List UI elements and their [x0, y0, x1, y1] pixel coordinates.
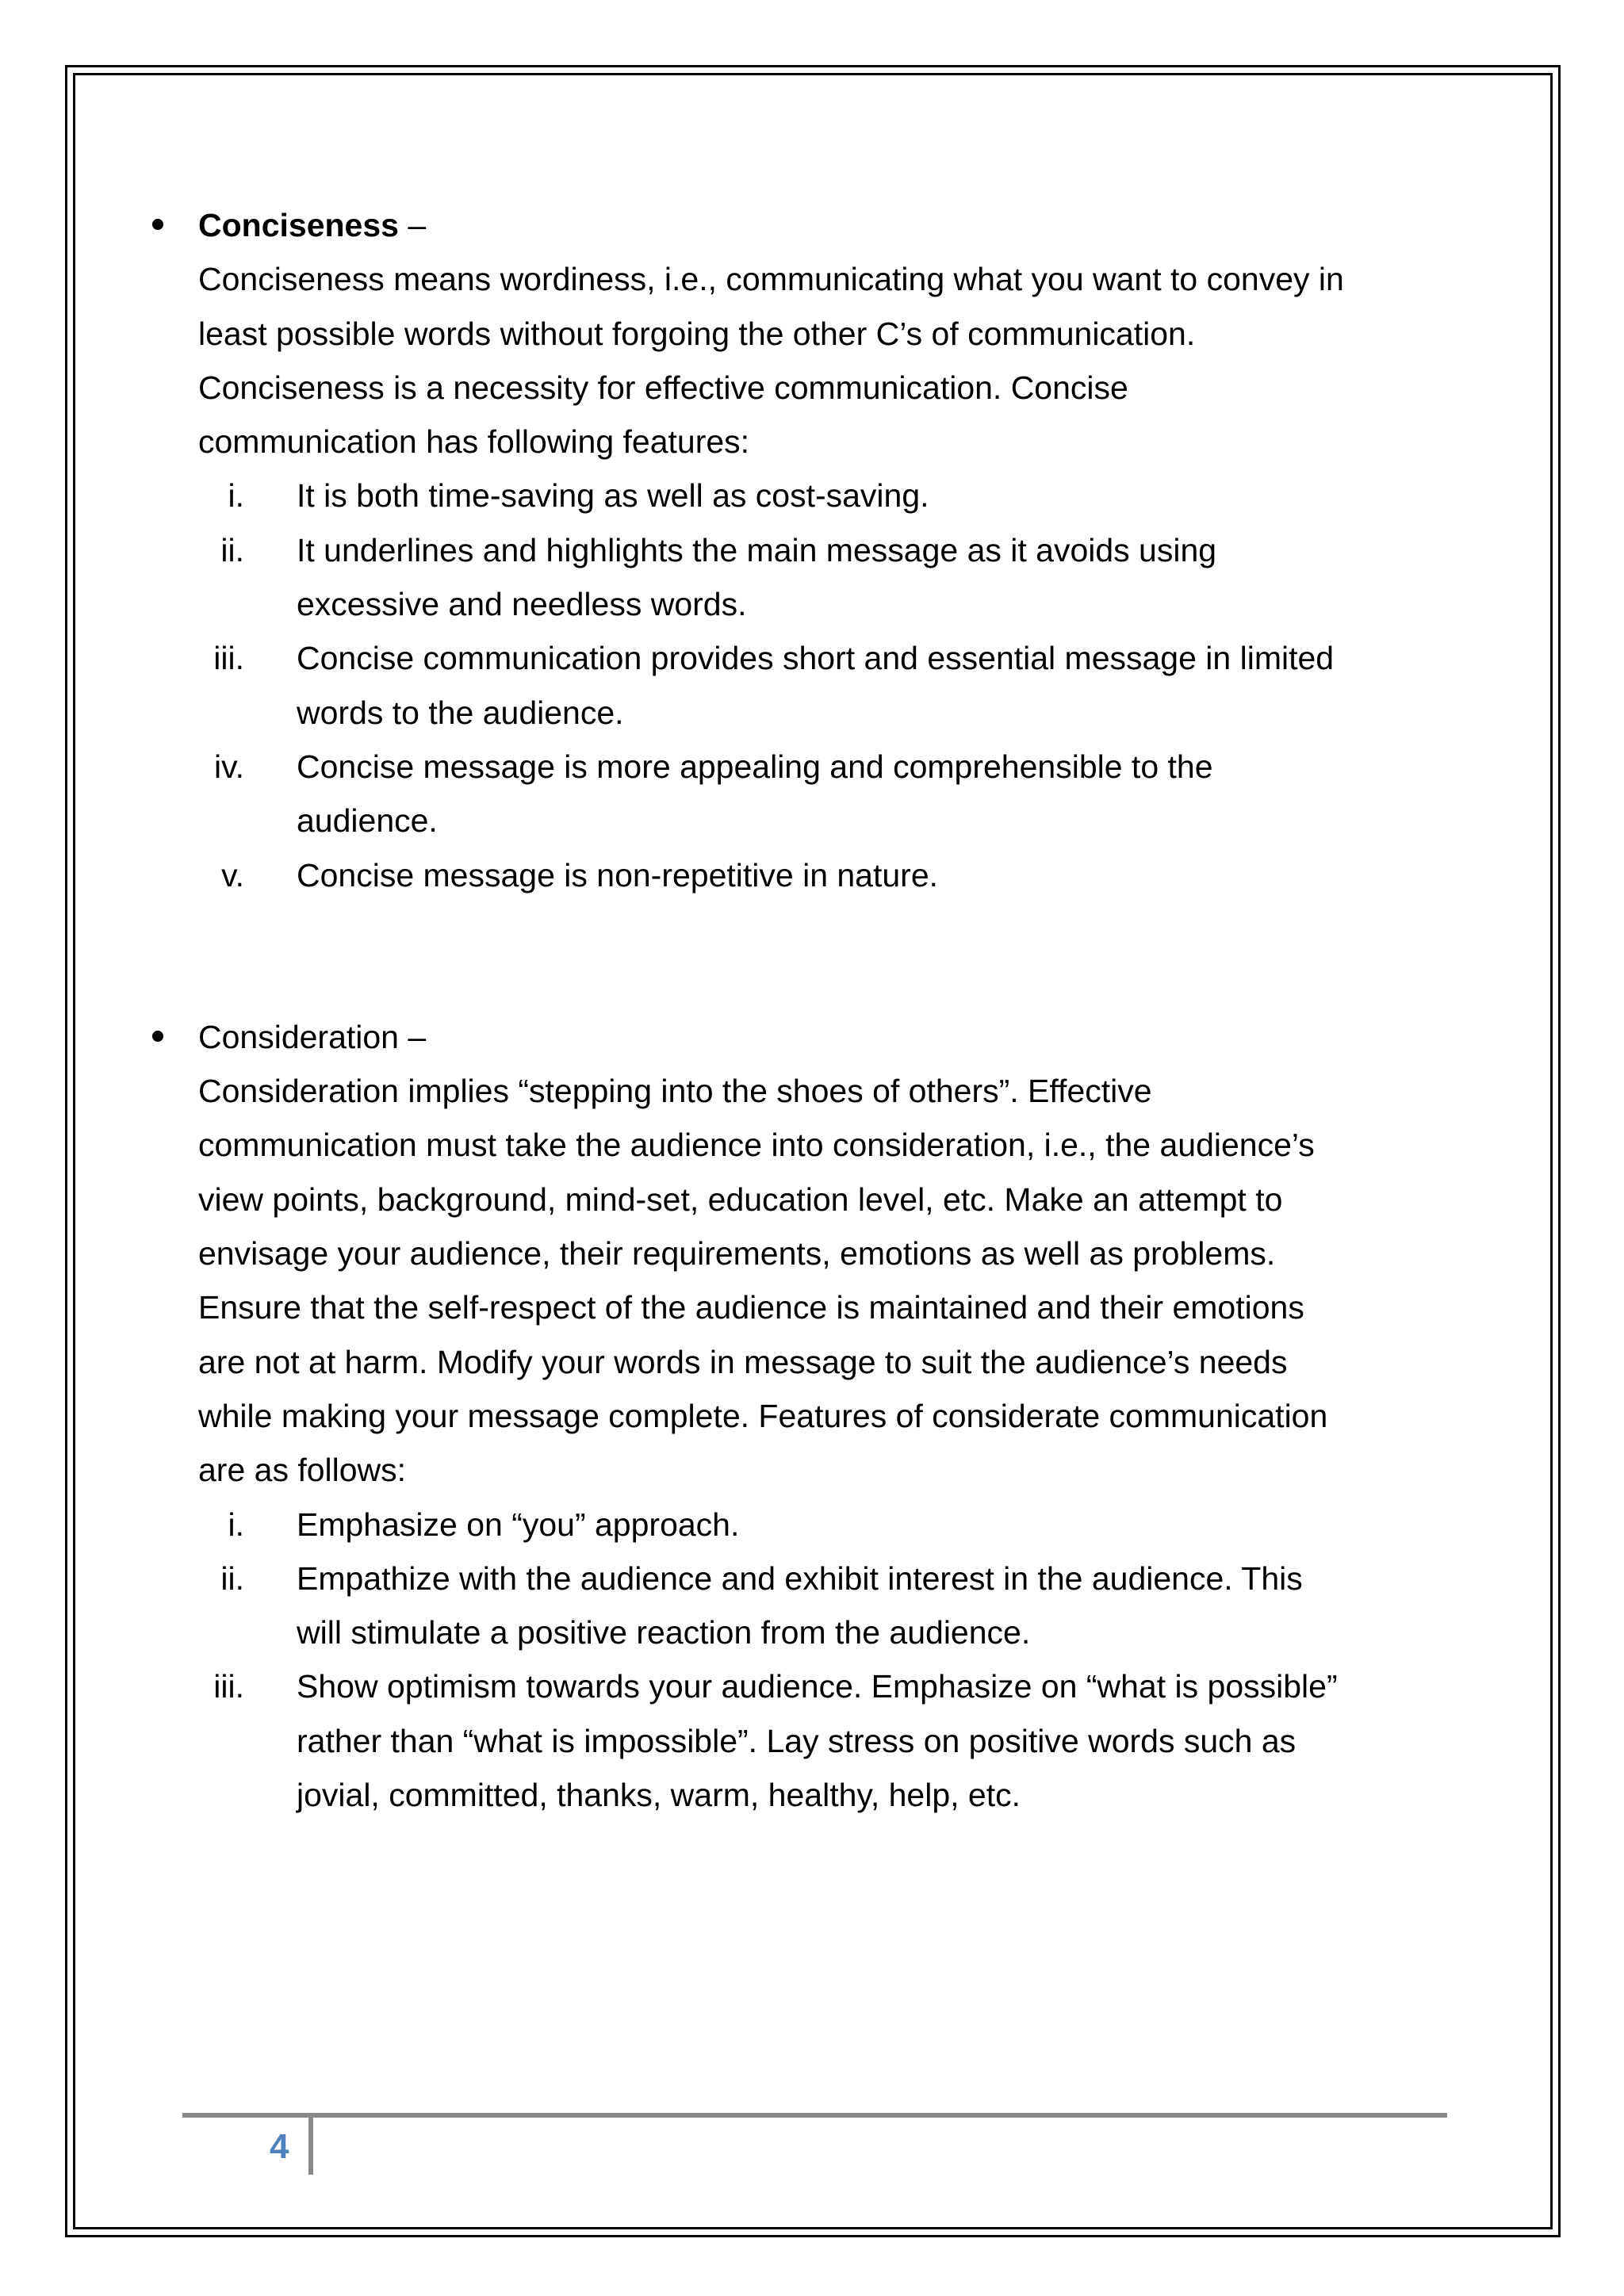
page-number: 4: [270, 2127, 289, 2166]
list-item: [198, 523, 1451, 632]
section-consideration: [143, 1010, 1451, 1822]
section-heading: [198, 198, 1451, 252]
bullet-icon: [152, 1031, 163, 1042]
list-item-number: ii.: [220, 1559, 244, 1597]
list-item: [198, 1659, 1451, 1822]
list-item-number: i.: [228, 477, 244, 515]
list-item-number: iii.: [213, 640, 244, 677]
feature-list: [198, 1498, 1451, 1823]
list-item-text: Concise message is non-repetitive in nature.: [297, 856, 939, 894]
list-item-text: Concise communication provides short and essential message in limited words to the audience.: [297, 640, 1335, 731]
list-item-text: It is both time-saving as well as cost-saving.: [297, 477, 929, 515]
section-heading-rest: Consideration –: [198, 1018, 427, 1055]
list-item-text: Empathize with the audience and exhibit interest in the audience. This will stimulate a positive reaction from the audience.: [297, 1559, 1303, 1651]
footer-rule: [182, 2113, 1447, 2118]
section-heading-bold: Conciseness: [198, 207, 399, 243]
list-item: [198, 1498, 1451, 1552]
section-heading: [198, 1010, 1451, 1064]
list-item: [198, 1552, 1451, 1660]
list-item: [198, 740, 1451, 848]
list-item-number: i.: [228, 1506, 244, 1543]
section-heading-rest: –: [398, 207, 427, 243]
list-item-text: Show optimism towards your audience. Emphasize on “what is possible” rather than “what is impossible”. Lay stress on positive words such as jovial, committed, thanks, warm, healthy, help, etc.: [297, 1668, 1338, 1814]
footer-divider: [308, 2118, 313, 2175]
section-paragraph: Consideration implies “stepping into the shoes of others”. Effective communication must take the audience into consideration, i.e., the audience’s view points, background, mind-set, education level, etc. Make an attempt to envisage your audience, their requirements, emotions as well as problems. Ensure that the self-respect of the audience is maintained and their emotions are not at harm. Modify your words in message to suit the audience’s needs while making your message complete. Features of considerate communication are as follows:: [198, 1073, 1328, 1489]
list-item: [198, 848, 1451, 902]
bullet-icon: [152, 219, 163, 230]
list-item-number: v.: [221, 856, 244, 894]
list-item-text: Emphasize on “you” approach.: [297, 1506, 740, 1543]
list-item-number: iii.: [213, 1668, 244, 1705]
list-item-number: iv.: [214, 748, 244, 785]
list-item-text: Concise message is more appealing and comprehensible to the audience.: [297, 748, 1213, 840]
list-item-number: ii.: [220, 531, 244, 568]
list-item: [198, 469, 1451, 522]
section-paragraph: Conciseness means wordiness, i.e., communicating what you want to convey in least possible words without forgoing the other C’s of communication. Conciseness is a necessity for effective communication. Concise communication has following features:: [198, 261, 1344, 461]
section-conciseness: [143, 198, 1451, 902]
feature-list: [198, 469, 1451, 901]
document-body: [143, 198, 1451, 1822]
list-item-text: It underlines and highlights the main message as it avoids using excessive and needless words.: [297, 531, 1217, 623]
list-item: [198, 631, 1451, 740]
